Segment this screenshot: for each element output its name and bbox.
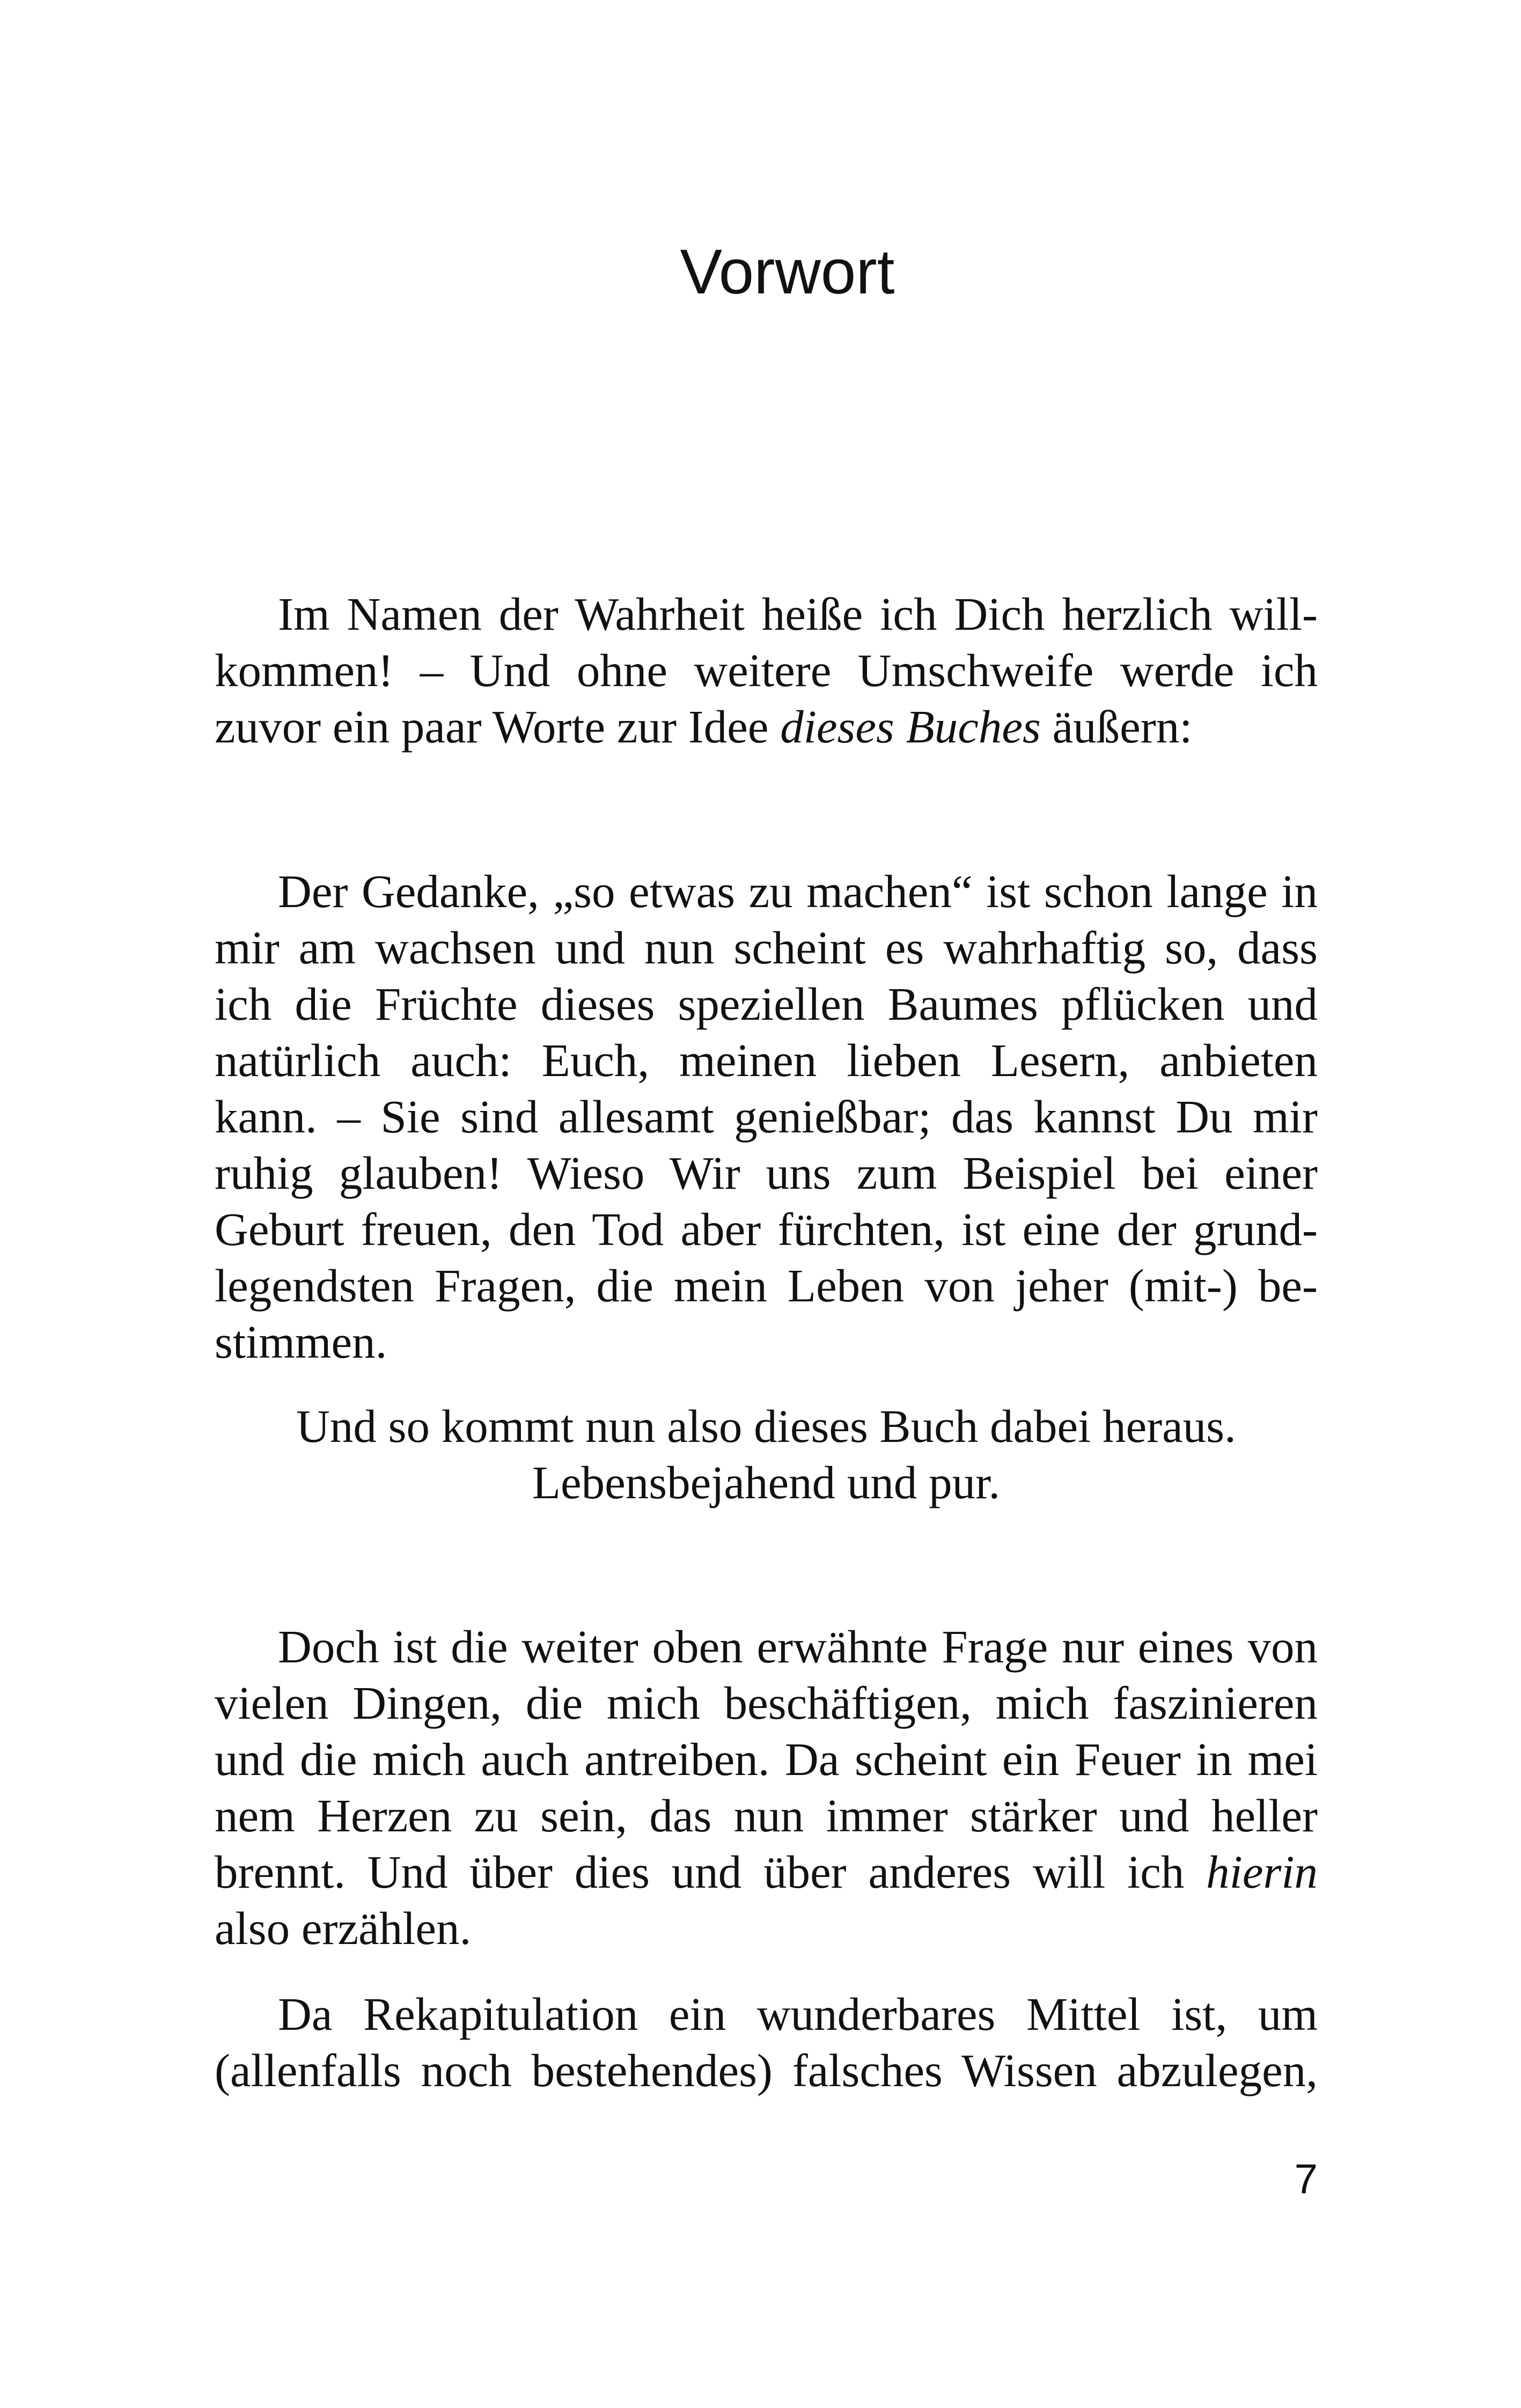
text-line: Doch ist die weiter oben erwähnte Frage nur eines von xyxy=(278,1621,1318,1673)
text-line: Im Namen der Wahrheit heiße ich Dich herzlich will- xyxy=(278,588,1318,640)
centered-line: Lebensbejahend und pur. xyxy=(532,1456,1001,1508)
paragraph-idea xyxy=(215,863,1318,1370)
text-line: Da Rekapitulation ein wunderbares Mittel ist, um xyxy=(278,1988,1318,2040)
paragraph-recap xyxy=(215,1986,1318,2098)
centered-statement xyxy=(215,1398,1318,1511)
text-line: legendsten Fragen, die mein Leben von jeher (mit-) be- xyxy=(215,1260,1318,1312)
text-line: vielen Dingen, die mich beschäftigen, mich faszinieren xyxy=(215,1677,1318,1729)
text-line: mir am wachsen und nun scheint es wahrhaftig so, dass xyxy=(215,922,1318,974)
text-line: nem Herzen zu sein, das nun immer stärker und heller xyxy=(215,1790,1318,1842)
emphasized-text: hierin xyxy=(1206,1846,1318,1898)
text-line: ruhig glauben! Wieso Wir uns zum Beispiel bei einer xyxy=(215,1147,1318,1199)
text-line: ich die Früchte dieses speziellen Baumes pflücken und xyxy=(215,978,1318,1030)
text-line: kommen! – Und ohne weitere Umschweife werde ich xyxy=(215,644,1318,696)
paragraph-intro xyxy=(215,586,1318,755)
centered-line: Und so kommt nun also dieses Buch dabei heraus. xyxy=(296,1400,1236,1452)
text-line: natürlich auch: Euch, meinen lieben Lesern, anbieten xyxy=(215,1034,1318,1086)
text-line: stimmen. xyxy=(215,1316,387,1368)
text-line xyxy=(215,698,1318,755)
text-fragment: brennt. Und über dies und über anderes will ich xyxy=(215,1846,1207,1898)
text-line: und die mich auch antreiben. Da scheint ein Feuer in mei xyxy=(215,1733,1318,1785)
text-line: Geburt freuen, den Tod aber fürchten, ist eine der grund- xyxy=(215,1203,1318,1255)
paragraph-fire xyxy=(215,1618,1318,1956)
emphasized-text: dieses Buches xyxy=(780,701,1041,753)
text-line: (allenfalls noch bestehendes) falsches Wissen abzulegen, xyxy=(215,2044,1318,2096)
text-line: also erzählen. xyxy=(215,1902,472,1954)
text-line: Der Gedanke, „so etwas zu machen“ ist schon lange in xyxy=(278,865,1318,917)
text-fragment: zuvor ein paar Worte zur Idee xyxy=(215,701,781,753)
text-fragment: äußern: xyxy=(1040,701,1193,753)
page-number: 7 xyxy=(1294,2155,1318,2203)
text-line xyxy=(215,1844,1318,1900)
chapter-title: Vorwort xyxy=(680,237,895,307)
text-line: kann. – Sie sind allesamt genießbar; das kannst Du mir xyxy=(215,1091,1318,1143)
